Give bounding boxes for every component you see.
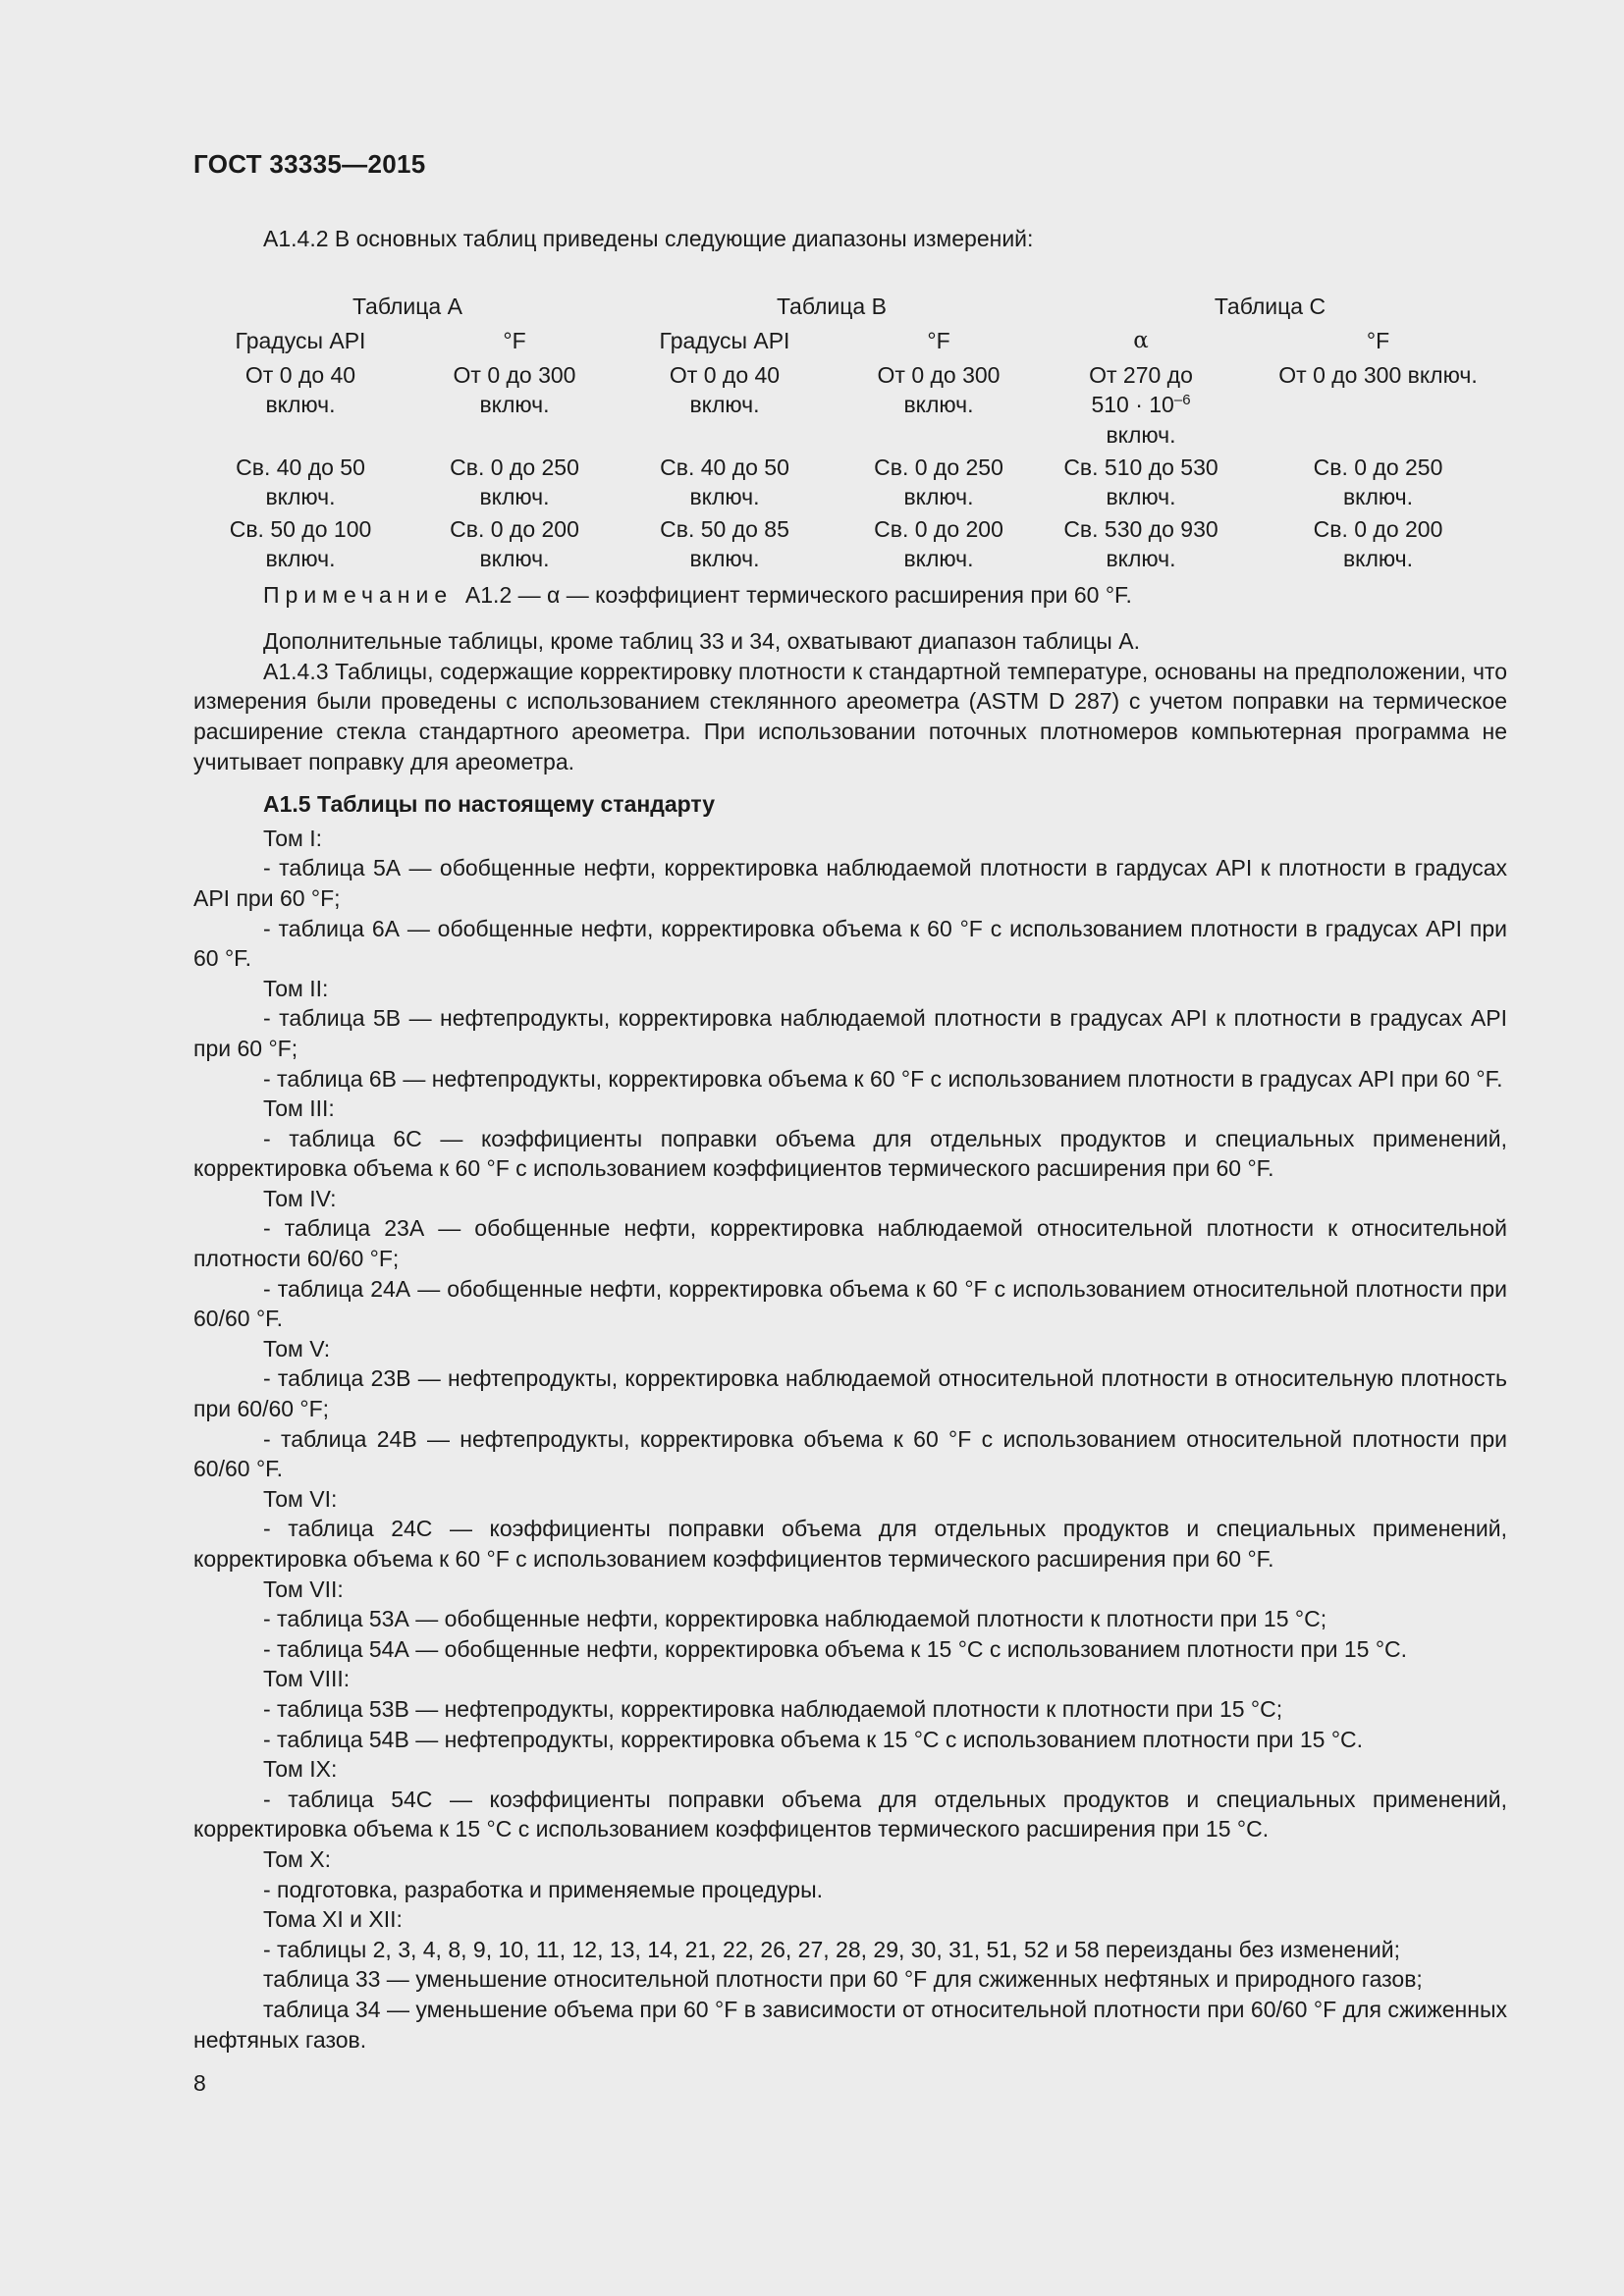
volume-heading: Том VI: — [263, 1485, 338, 1512]
table-b-title: Таблица В — [777, 293, 887, 319]
volume-heading: Том IV: — [263, 1185, 337, 1211]
table-cell-alpha-range — [1033, 360, 1249, 451]
volume-item: - таблица 23В — нефтепродукты, корректировка наблюдаемой относительной плотности в относительную плотность при 60/60 °F; — [193, 1365, 1507, 1422]
document-header: ГОСТ 33335—2015 — [193, 149, 426, 179]
table-cell: Св. 0 до 200 включ. — [450, 515, 579, 572]
table-cell: От 0 до 300 включ. — [453, 361, 576, 418]
section-heading-a15: А1.5 Таблицы по настоящему стандарту — [263, 791, 716, 818]
page-content — [193, 224, 1507, 2055]
volume-heading: Том IX: — [263, 1756, 338, 1783]
volume-item: - таблица 54В — нефтепродукты, корректировка объема к 15 °С с использованием плотности при 15 °С. — [263, 1726, 1364, 1752]
table-cell: Св. 0 до 200 включ. — [874, 515, 1003, 572]
volume-item: - таблица 54С — коэффициенты поправки объема для отдельных продуктов и специальных применений, корректировка объема к 15 °С с использованием коэффицентов термического расширения при 15 °С. — [193, 1786, 1507, 1842]
table-cell: Св. 0 до 250 включ. — [1313, 454, 1443, 510]
volume-item: - таблица 24А — обобщенные нефти, корректировка объема к 60 °F с использованием относительной плотности при 60/60 °F. — [193, 1275, 1507, 1332]
column-header: Градусы API — [235, 327, 366, 353]
table-cell: От 0 до 40 включ. — [244, 361, 356, 418]
volume-item: - таблица 5А — обобщенные нефти, корректировка наблюдаемой плотности в гардусах API к плотности в градусах API при 60 °F; — [193, 855, 1507, 911]
note-text: А1.2 — α — коэффициент термического расширения при 60 °F. — [464, 581, 1132, 608]
volume-item: - таблица 53А — обобщенные нефти, корректировка наблюдаемой плотности к плотности при 15 °С; — [263, 1606, 1327, 1632]
table-cell: Св. 40 до 50 включ. — [660, 454, 789, 510]
volume-item: - таблица 23А — обобщенные нефти, корректировка наблюдаемой относительной плотности к относительной плотности 60/60 °F; — [193, 1215, 1507, 1272]
page-number: 8 — [193, 2070, 206, 2096]
volume-heading: Том I: — [263, 825, 323, 851]
column-header: °F — [503, 327, 526, 353]
paragraph-a142: А1.4.2 В основных таблиц приведены следующие диапазоны измерений: — [263, 226, 1034, 251]
volume-heading: Том X: — [263, 1845, 331, 1872]
table-cell: Св. 510 до 530 включ. — [1063, 454, 1218, 510]
volume-item: - подготовка, разработка и применяемые процедуры. — [263, 1876, 824, 1902]
measurement-ranges-tables — [193, 254, 1507, 576]
column-header-alpha: α — [1133, 327, 1149, 353]
volume-item: - таблица 6В — нефтепродукты, корректировка объема к 60 °F с использованием плотности в градусах API при 60 °F. — [263, 1065, 1503, 1092]
column-header: °F — [1366, 327, 1390, 353]
table-cell: Св. 0 до 250 включ. — [874, 454, 1003, 510]
table-cell: Св. 0 до 200 включ. — [1313, 515, 1443, 572]
volume-item: - таблица 24В — нефтепродукты, корректировка объема к 60 °F с использованием относительной плотности при 60/60 °F. — [193, 1425, 1507, 1482]
table-cell: От 0 до 40 включ. — [669, 361, 781, 418]
alpha-range-exponent: –6 — [1173, 392, 1191, 409]
table-cell: От 0 до 300 включ. — [877, 361, 1001, 418]
alpha-range-line1: От 270 до — [1089, 361, 1193, 388]
volume-item: - таблица 54А — обобщенные нефти, корректировка объема к 15 °С с использованием плотности при 15 °С. — [263, 1635, 1408, 1662]
column-header: °F — [927, 327, 950, 353]
table-cell: Св. 0 до 250 включ. — [450, 454, 579, 510]
table-note — [193, 580, 1507, 611]
alpha-range-line3: включ. — [1106, 421, 1176, 448]
note-label: Примечание — [263, 581, 454, 608]
table-cell: Св. 40 до 50 включ. — [236, 454, 365, 510]
volume-item: - таблицы 2, 3, 4, 8, 9, 10, 11, 12, 13, 14, 21, 22, 26, 27, 28, 29, 30, 31, 51, 52 и 58 переизданы без изменений; — [263, 1936, 1401, 1962]
volume-item: - таблица 6С — коэффициенты поправки объема для отдельных продуктов и специальных применений, корректировка объема к 60 °F с использованием коэффициентов термического расширения при 60 °F. — [193, 1125, 1507, 1182]
alpha-range-line2 — [1033, 390, 1249, 420]
volume-heading: Том VIII: — [263, 1666, 351, 1692]
alpha-range-base: 510 · 10 — [1091, 392, 1174, 418]
volume-item: - таблица 5В — нефтепродукты, корректировка наблюдаемой плотности в градусах API к плотности в градусах API при 60 °F; — [193, 1005, 1507, 1061]
volume-heading: Том VII: — [263, 1575, 344, 1602]
volume-heading: Тома XI и XII: — [263, 1906, 403, 1933]
table-cell: От 0 до 300 включ. — [1278, 361, 1478, 388]
volume-heading: Том III: — [263, 1095, 335, 1122]
table-c-title: Таблица С — [1214, 293, 1326, 319]
volume-heading: Том V: — [263, 1335, 331, 1362]
volume-heading: Том II: — [263, 975, 329, 1001]
table-cell: Св. 50 до 100 включ. — [229, 515, 372, 572]
volume-item: - таблица 24С — коэффициенты поправки объема для отдельных продуктов и специальных применений, корректировка объема к 60 °F с использованием коэффициентов термического расширения при 60 °F. — [193, 1516, 1507, 1572]
table-cell: Св. 50 до 85 включ. — [660, 515, 789, 572]
paragraph-extra-tables: Дополнительные таблицы, кроме таблиц 33 и 34, охватывают диапазон таблицы А. — [263, 628, 1140, 655]
table-a-title: Таблица А — [352, 293, 462, 319]
table-cell: Св. 530 до 930 включ. — [1063, 515, 1218, 572]
volume-item: - таблица 53В — нефтепродукты, корректировка наблюдаемой плотности к плотности при 15 °С; — [263, 1695, 1283, 1722]
paragraph-a143: А1.4.3 Таблицы, содержащие корректировку плотности к стандартной температуре, основаны на предположении, что измерения были проведены с использованием стеклянного ареометра (ASTM D 287) с учетом поправки на термическое расширение стекла стандартного ареометра. При использовании поточных плотномеров компьютерная программа не учитывает поправку для ареометра. — [193, 658, 1507, 774]
volume-item: таблица 33 — уменьшение относительной плотности при 60 °F для сжиженных нефтяных и природного газов; — [263, 1966, 1423, 1993]
volume-item: таблица 34 — уменьшение объема при 60 °F в зависимости от относительной плотности при 60/60 °F для сжиженных нефтяных газов. — [193, 1996, 1507, 2053]
column-header: Градусы API — [659, 327, 790, 353]
volume-item: - таблица 6А — обобщенные нефти, корректировка объема к 60 °F с использованием плотности в градусах API при 60 °F. — [193, 915, 1507, 972]
